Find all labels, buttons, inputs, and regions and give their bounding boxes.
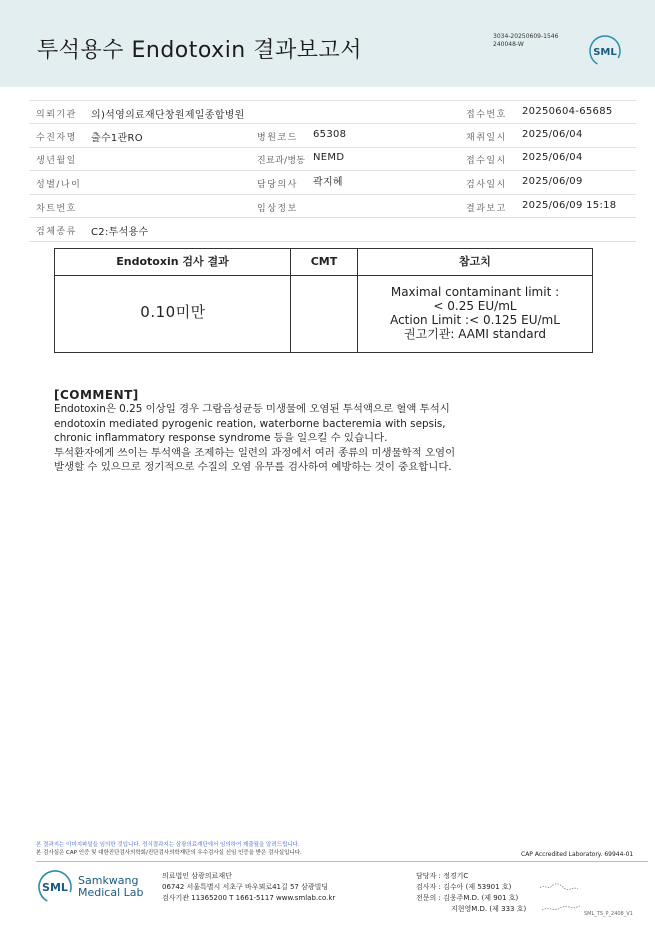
dept-label: 진료과/병동 [257, 156, 306, 166]
divider [29, 123, 636, 124]
brand-line: Samkwang [78, 874, 139, 887]
footer-divider [36, 861, 648, 862]
receipt-no-value: 20250604-65685 [522, 106, 613, 117]
receive-date-label: 접수일시 [466, 156, 507, 166]
hospital-label: 의뢰기관 [36, 110, 77, 120]
footer-contact: 검사기관 11365200 T 1661-5117 www.smlab.co.kr [162, 894, 336, 902]
comment-heading: [COMMENT] [54, 388, 139, 402]
footer-staff [416, 871, 526, 915]
footer-notice-2: 본 검사실은 CAP 인증 및 대한진단검사의학회/진단검사의학재단의 우수검사실 신임 인증을 받은 검사실입니다. [36, 850, 302, 856]
footer-address [162, 871, 335, 904]
collect-date-label: 채취일시 [466, 133, 507, 143]
footer-address-line: 06742 서울특별시 서초구 바우뫼로41길 57 삼광빌딩 [162, 883, 329, 891]
birth-label: 생년월일 [36, 156, 77, 166]
comment-line: chronic inflammatory response syndrome 등을 일으킬 수 있습니다. [54, 432, 388, 444]
ward-code-label: 병원코드 [257, 133, 298, 143]
report-date-value: 2025/06/09 15:18 [522, 200, 617, 211]
divider [29, 100, 636, 101]
hospital-value: 의)석영의료재단창원제일종합병원 [91, 110, 245, 121]
comment-line: 투석환자에게 쓰이는 투석액을 조제하는 일련의 과정에서 여러 종류의 미생물학적 오염이 [54, 446, 456, 459]
collect-date-value: 2025/06/04 [522, 129, 583, 140]
reference-line: Maximal contaminant limit : [390, 285, 560, 299]
sample-name-label: 수진자명 [36, 133, 77, 143]
reference-line: < 0.25 EU/mL [433, 299, 517, 313]
form-version: SML_TS_P_2408_V1 [584, 911, 633, 917]
document-id-line2: 240048-W [493, 41, 524, 48]
staff-line: 담당자 : 정경기C [416, 872, 469, 880]
divider [29, 194, 636, 195]
reference-line: Action Limit :< 0.125 EU/mL [390, 313, 560, 327]
ward-code-value: 65308 [313, 129, 347, 140]
divider [29, 147, 636, 148]
cap-accreditation: CAP Accredited Laboratory. 69944-01 [521, 851, 634, 858]
chart-no-label: 차트번호 [36, 204, 77, 214]
receive-date-value: 2025/06/04 [522, 152, 583, 163]
sml-footer-logo-icon [36, 868, 74, 906]
staff-line: 검사자 : 김수아 (제 53901 호) [416, 883, 512, 891]
reference-line: 권고기관: AAMI standard [404, 327, 546, 341]
staff-line: 지현영M.D. (제 333 호) [451, 905, 527, 913]
sml-logo-text: SML [593, 47, 617, 58]
report-header [0, 0, 655, 87]
staff-line: 전문의 : 김웅주M.D. (제 901 호) [416, 894, 519, 902]
document-id-line1: 3034-20250609-1546 [493, 33, 559, 40]
comment-line: Endotoxin은 0.25 이상일 경우 그람음성균등 미생물에 오염된 투석액으로 혈액 투석시 [54, 403, 450, 415]
sample-name-value: 출수1관RO [91, 133, 143, 144]
test-date-label: 검사일시 [466, 180, 507, 190]
document-id [493, 33, 558, 49]
footer-org: 의료법인 삼광의료재단 [162, 872, 232, 880]
footer-notice-1: 본 결과지는 이미지파일을 임의한 것입니다. 정식결과지는 삼광의료재단에서 임의하여 제출될을 알려드립니다. [36, 842, 300, 848]
header-reference: 참고치 [459, 255, 491, 268]
header-result: Endotoxin 검사 결과 [116, 255, 229, 268]
reference-values [358, 285, 592, 341]
dept-value: NEMD [313, 152, 345, 163]
footer-brand [78, 875, 144, 899]
report-title: 투석용수 Endotoxin 결과보고서 [37, 38, 363, 63]
comment-line: endotoxin mediated pyrogenic reation, waterborne bacteremia with sepsis, [54, 417, 446, 430]
comment-line: 발생할 수 있으므로 정기적으로 수질의 오염 유무를 검사하여 예방하는 것이 중요합니다. [54, 461, 452, 473]
specimen-value: C2:투석용수 [91, 227, 149, 238]
divider [29, 217, 636, 218]
sex-age-label: 성별/나이 [36, 180, 82, 190]
divider [29, 170, 636, 171]
endotoxin-result-value: 0.10미만 [140, 303, 206, 321]
test-date-value: 2025/06/09 [522, 176, 583, 187]
brand-line: Medical Lab [78, 886, 144, 899]
receipt-no-label: 접수번호 [466, 110, 507, 120]
comment-body [54, 402, 614, 475]
sml-footer-logo-text: SML [42, 881, 68, 894]
doctor-label: 담당의사 [257, 180, 298, 190]
result-table [54, 248, 593, 353]
sml-logo-icon [588, 34, 622, 68]
specimen-label: 검체종류 [36, 227, 77, 237]
doctor-value: 곽지혜 [313, 177, 343, 188]
signature-image [536, 880, 584, 916]
header-cmt: CMT [310, 255, 338, 268]
divider [29, 241, 636, 242]
clinical-label: 임상정보 [257, 204, 298, 214]
report-date-label: 결과보고 [466, 204, 507, 214]
